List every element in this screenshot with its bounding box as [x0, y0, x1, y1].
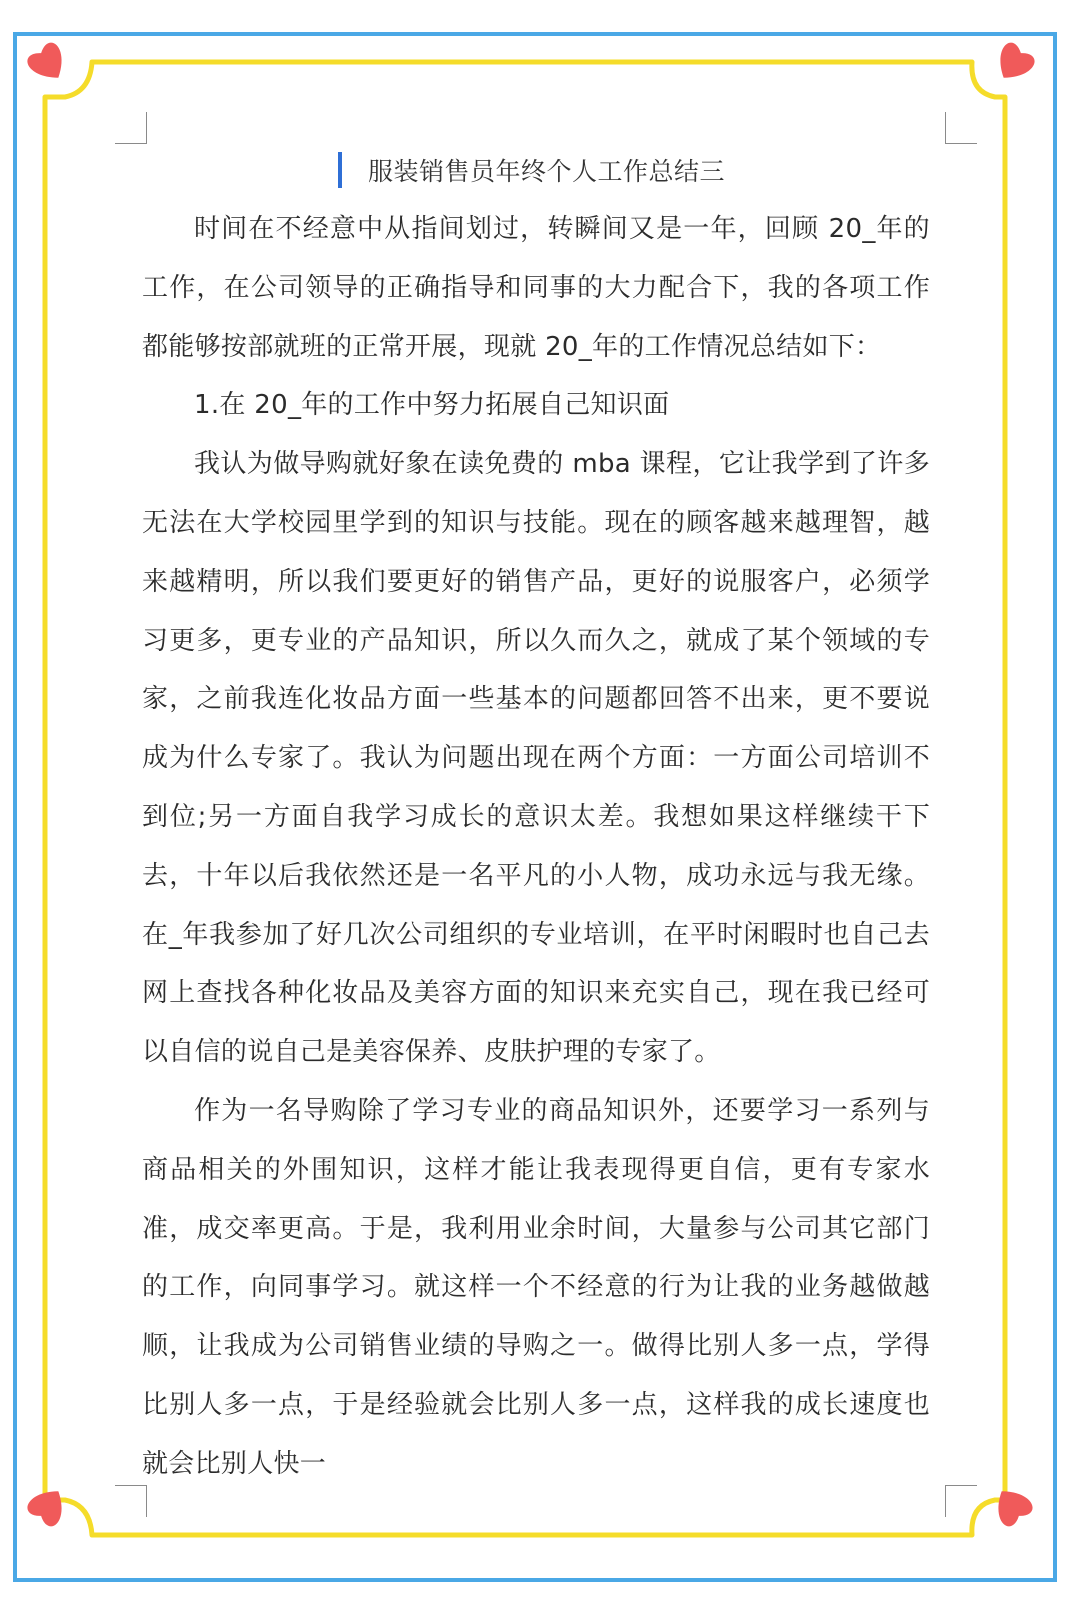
document-title: [338, 150, 725, 190]
paragraph: 作为一名导购除了学习专业的商品知识外，还要学习一系列与商品相关的外围知识，这样才能让我表现得更自信，更有专家水准，成交率更高。于是，我利用业余时间，大量参与公司其它部门的工作，向同事学习。就这样一个不经意的行为让我的业务越做越顺，让我成为公司销售业绩的导购之一。做得比别人多一点，学得比别人多一点，于是经验就会比别人多一点，这样我的成长速度也就会比别人快一: [142, 1095, 930, 1479]
paragraph: 我认为做导购就好象在读免费的 mba 课程，它让我学到了许多无法在大学校园里学到的知识与技能。现在的顾客越来越理智，越来越精明，所以我们要更好的销售产品，更好的说服客户，必须学习更多，更专业的产品知识，所以久而久之，就成了某个领域的专家，之前我连化妆品方面一些基本的问题都回答不出来，更不要说成为什么专家了。我认为问题出现在两个方面：一方面公司培训不到位;另一方面自我学习成长的意识太差。我想如果这样继续干下去，十年以后我依然还是一名平凡的小人物，成功永远与我无缘。在_年我参加了好几次公司组织的专业培训，在平时闲暇时也自己去网上查找各种化妆品及美容方面的知识来充实自己，现在我已经可以自信的说自己是美容保养、皮肤护理的专家了。: [142, 449, 930, 1068]
heart-icon-top-right: [989, 40, 1037, 88]
paragraph: 时间在不经意中从指间划过，转瞬间又是一年，回顾 20_年的工作，在公司领导的正确指导和同事的大力配合下，我的各项工作都能够按部就班的正常开展，现就 20_年的工作情况总结如下：: [142, 214, 930, 362]
heart-icon-bottom-left: [24, 1481, 72, 1529]
title-accent-bar: [338, 152, 342, 188]
heart-icon-top-left: [24, 40, 72, 88]
crop-mark-top-left: [115, 112, 147, 144]
section-heading: 1.在 20_年的工作中努力拓展自己知识面: [194, 390, 670, 421]
title-text: 服装销售员年终个人工作总结三: [368, 157, 726, 186]
crop-mark-top-right: [945, 112, 977, 144]
crop-mark-bottom-right: [945, 1485, 977, 1517]
heart-icon-bottom-right: [987, 1481, 1035, 1529]
document-body: [142, 200, 930, 1494]
